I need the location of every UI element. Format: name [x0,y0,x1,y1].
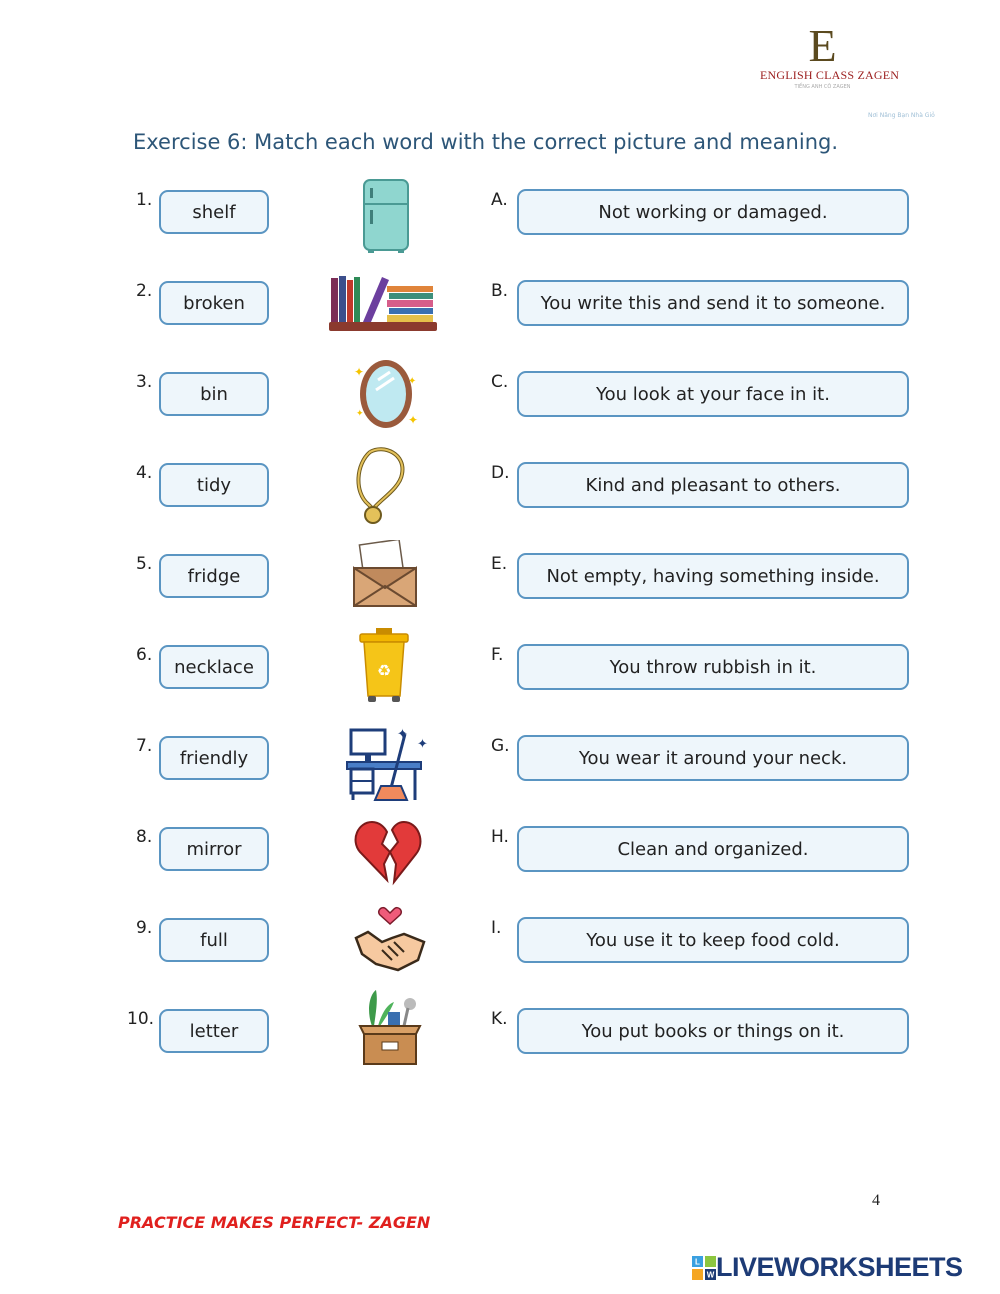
word-box[interactable]: bin [159,372,269,416]
meaning-letter: F. [491,645,504,665]
item-number: 2. [136,281,153,301]
word-box[interactable]: friendly [159,736,269,780]
handshake-icon[interactable] [352,904,428,976]
full-box-icon[interactable] [354,986,428,1068]
item-number: 4. [136,463,153,483]
svg-text:✦: ✦ [408,376,417,387]
meaning-letter: K. [491,1009,508,1029]
meaning-box[interactable]: You throw rubbish in it. [517,644,909,690]
word-box[interactable]: fridge [159,554,269,598]
svg-text:✦: ✦ [417,737,428,752]
meaning-box[interactable]: Clean and organized. [517,826,909,872]
liveworksheets-icon [692,1256,716,1280]
word-box[interactable]: necklace [159,645,269,689]
item-number: 8. [136,827,153,847]
liveworksheets-logo [692,1252,963,1283]
svg-text:✦: ✦ [397,727,408,742]
tidy-desk-icon[interactable] [345,722,435,802]
item-number: 6. [136,645,153,665]
meaning-box[interactable]: Not working or damaged. [517,189,909,235]
meaning-box[interactable]: You use it to keep food cold. [517,917,909,963]
svg-text:♻: ♻ [376,661,392,680]
recycle-bin-icon[interactable] [356,626,412,704]
meaning-letter: D. [491,463,510,483]
brand-prefix-w: W [706,1270,715,1279]
meaning-box[interactable]: You look at your face in it. [517,371,909,417]
necklace-icon[interactable] [350,444,414,526]
fridge-icon[interactable] [358,178,414,254]
logo-letter: E [808,20,837,71]
logo-brand: ENGLISH CLASS ZAGEN [760,68,900,82]
envelope-icon[interactable] [350,540,420,608]
meaning-box[interactable]: You wear it around your neck. [517,735,909,781]
broken-heart-icon[interactable] [352,818,422,886]
item-number: 5. [136,554,153,574]
meaning-letter: A. [491,190,508,210]
meaning-letter: C. [491,372,509,392]
word-box[interactable]: broken [159,281,269,325]
meaning-letter: G. [491,736,510,756]
item-number: 10. [127,1009,155,1029]
word-box[interactable]: mirror [159,827,269,871]
page-number: 4 [872,1192,880,1209]
liveworksheets-brand: LIVEWORKSHEETS [716,1252,963,1282]
svg-text:✦: ✦ [356,409,364,419]
bookshelf-icon[interactable] [327,272,439,334]
word-box[interactable]: tidy [159,463,269,507]
item-number: 3. [136,372,153,392]
meaning-box[interactable]: You put books or things on it. [517,1008,909,1054]
mirror-icon[interactable] [350,354,422,432]
logo-tagline: TIẾNG ANH CÔ ZAGEN [794,84,851,90]
item-number: 1. [136,190,153,210]
meaning-letter: H. [491,827,509,847]
exercise-title: Exercise 6: Match each word with the correct picture and meaning. [133,130,839,154]
meaning-letter: B. [491,281,509,301]
footer-slogan: PRACTICE MAKES PERFECT- ZAGEN [118,1213,431,1232]
brand-prefix-l: L [695,1257,700,1266]
word-box[interactable]: shelf [159,190,269,234]
zagen-logo [760,20,900,100]
word-box[interactable]: letter [159,1009,269,1053]
meaning-letter: I. [491,918,502,938]
svg-text:✦: ✦ [408,413,419,427]
meaning-letter: E. [491,554,508,574]
word-box[interactable]: full [159,918,269,962]
meaning-box[interactable]: You write this and send it to someone. [517,280,909,326]
item-number: 7. [136,736,153,756]
watermark-line: Nơi Nâng Bạn Nhà Giỏ [868,112,935,119]
item-number: 9. [136,918,153,938]
meaning-box[interactable]: Kind and pleasant to others. [517,462,909,508]
meaning-box[interactable]: Not empty, having something inside. [517,553,909,599]
svg-text:✦: ✦ [354,365,365,379]
